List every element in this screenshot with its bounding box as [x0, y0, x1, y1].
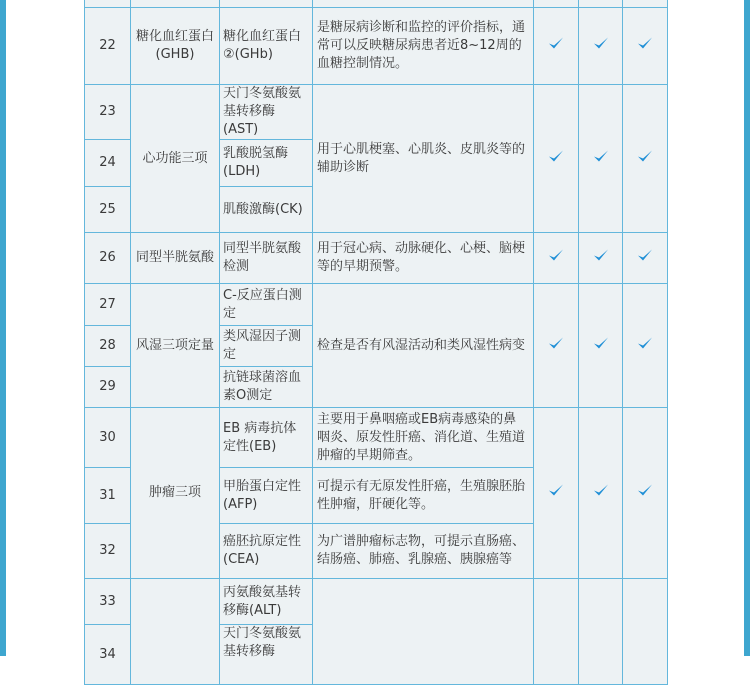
- check-cell: [579, 8, 623, 85]
- item-name: EB 病毒抗体定性(EB): [220, 408, 313, 468]
- checkmark-icon: [636, 35, 654, 51]
- item-name: 甲胎蛋白定性(AFP): [220, 468, 313, 524]
- check-cell: [623, 0, 668, 8]
- row-number: 29: [85, 367, 131, 408]
- item-cell: [220, 0, 313, 8]
- check-cell: [623, 8, 668, 85]
- row-number: 32: [85, 524, 131, 579]
- checkmark-icon: [547, 247, 565, 263]
- table-row: [85, 8, 668, 85]
- item-name: C-反应蛋白测定: [220, 284, 313, 326]
- checkmark-icon: [636, 247, 654, 263]
- check-cell: [579, 85, 623, 233]
- check-cell: [623, 579, 668, 685]
- table-row: [85, 0, 668, 8]
- check-cell: [579, 233, 623, 284]
- check-cell: [579, 408, 623, 579]
- item-name: 天门冬氨酸氨基转移酶: [220, 625, 313, 685]
- row-number: 25: [85, 187, 131, 233]
- item-description: 为广谱肿瘤标志物，可提示直肠癌、结肠癌、肺癌、乳腺癌、胰腺癌等: [313, 524, 534, 579]
- table-row: [85, 284, 668, 326]
- item-name: 肌酸激酶(CK): [220, 187, 313, 233]
- row-number: 23: [85, 85, 131, 140]
- item-description: 可提示有无原发性肝癌，生殖腺胚胎性肿瘤，肝硬化等。: [313, 468, 534, 524]
- row-number: 27: [85, 284, 131, 326]
- item-name: 天门冬氨酸氨基转移酶(AST): [220, 85, 313, 140]
- checkmark-icon: [592, 247, 610, 263]
- description-cell: [313, 579, 534, 685]
- table-row: [85, 408, 668, 468]
- item-description: 用于心肌梗塞、心肌炎、皮肌炎等的辅助诊断: [313, 85, 534, 233]
- category-cell: [131, 579, 220, 685]
- item-description: 主要用于鼻咽癌或EB病毒感染的鼻咽炎、原发性肝癌、消化道、生殖道肿瘤的早期筛查。: [313, 408, 534, 468]
- checkmark-icon: [547, 335, 565, 351]
- check-cell: [579, 284, 623, 408]
- checkmark-icon: [592, 482, 610, 498]
- check-cell: [534, 233, 579, 284]
- item-name: 抗链球菌溶血素O测定: [220, 367, 313, 408]
- item-name: 癌胚抗原定性(CEA): [220, 524, 313, 579]
- check-cell: [623, 408, 668, 579]
- check-cell: [623, 284, 668, 408]
- item-name: 类风湿因子测定: [220, 326, 313, 367]
- check-cell: [534, 8, 579, 85]
- item-name: 丙氨酸氨基转移酶(ALT): [220, 579, 313, 625]
- table-row: [85, 233, 668, 284]
- item-name: 糖化血红蛋白②(GHb): [220, 8, 313, 85]
- check-cell: [534, 0, 579, 8]
- checkmark-icon: [592, 148, 610, 164]
- checkmark-icon: [547, 148, 565, 164]
- row-number: 22: [85, 8, 131, 85]
- checkmark-icon: [636, 335, 654, 351]
- table-row: [85, 579, 668, 625]
- row-number: 28: [85, 326, 131, 367]
- check-cell: [579, 0, 623, 8]
- checkup-items-table: [84, 0, 668, 685]
- row-number: 24: [85, 140, 131, 187]
- category-name: 心功能三项: [131, 85, 220, 233]
- row-number: 30: [85, 408, 131, 468]
- check-cell: [534, 85, 579, 233]
- check-cell: [534, 579, 579, 685]
- item-name: 乳酸脱氢酶(LDH): [220, 140, 313, 187]
- item-description: 是糖尿病诊断和监控的评价指标，通常可以反映糖尿病患者近8~12周的血糖控制情况。: [313, 8, 534, 85]
- category-name: 糖化血红蛋白(GHB): [131, 8, 220, 85]
- item-name: 同型半胱氨酸检测: [220, 233, 313, 284]
- category-name: 同型半胱氨酸: [131, 233, 220, 284]
- row-number-cell: [85, 0, 131, 8]
- row-number: 33: [85, 579, 131, 625]
- check-cell: [579, 579, 623, 685]
- checkmark-icon: [636, 482, 654, 498]
- item-description: 检查是否有风湿活动和类风湿性病变: [313, 284, 534, 408]
- check-cell: [623, 85, 668, 233]
- checkmark-icon: [636, 148, 654, 164]
- description-cell: [313, 0, 534, 8]
- check-cell: [623, 233, 668, 284]
- checkmark-icon: [547, 482, 565, 498]
- table-row: [85, 85, 668, 140]
- row-number: 31: [85, 468, 131, 524]
- check-cell: [534, 284, 579, 408]
- checkmark-icon: [592, 35, 610, 51]
- category-name: 肿瘤三项: [131, 408, 220, 579]
- category-cell: [131, 0, 220, 8]
- checkmark-icon: [547, 35, 565, 51]
- category-name: 风湿三项定量: [131, 284, 220, 408]
- item-description: 用于冠心病、动脉硬化、心梗、脑梗等的早期预警。: [313, 233, 534, 284]
- checkmark-icon: [592, 335, 610, 351]
- row-number: 26: [85, 233, 131, 284]
- row-number: 34: [85, 625, 131, 685]
- check-cell: [534, 408, 579, 579]
